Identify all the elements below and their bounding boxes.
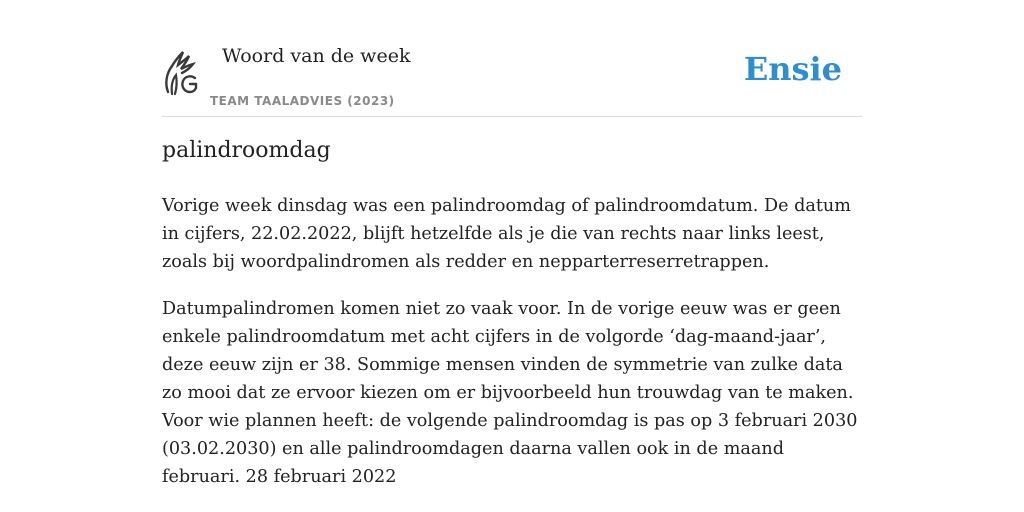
article-paragraph: Datumpalindromen komen niet zo vaak voor. In de vorige eeuw was er geen enkele palindroomdatum met acht cijfers in de volgorde ‘dag-maand-jaar’, deze eeuw zijn er 38. Sommige mensen vinden de symmetrie van zulke data zo mooi dat ze ervoor kiezen om er bijvoorbeeld hun trouwdag van te maken. Voor wie plannen heeft: de volgende palindroomdag is pas op 3 februari 2030 (03.02.2030) en alle palindroomdagen daarna vallen ook in de maand februari. 28 februari 2022 [162, 299, 858, 487]
lion-logo-icon [162, 48, 200, 96]
author-label: TEAM TAALADVIES (2023) [210, 94, 395, 108]
series-title: Woord van de week [222, 45, 411, 67]
article-paragraph: Vorige week dinsdag was een palindroomdag of palindroomdatum. De datum in cijfers, 22.02.2022, blijft hetzelfde als je die van rechts naar links leest, zoals bij woordpalindromen als redder en nepparterreserretrappen. [162, 196, 851, 272]
article-card [162, 0, 862, 512]
article-title: palindroomdag [162, 138, 331, 163]
ensie-brand-link[interactable]: Ensie [743, 50, 842, 88]
card-header [162, 0, 862, 117]
